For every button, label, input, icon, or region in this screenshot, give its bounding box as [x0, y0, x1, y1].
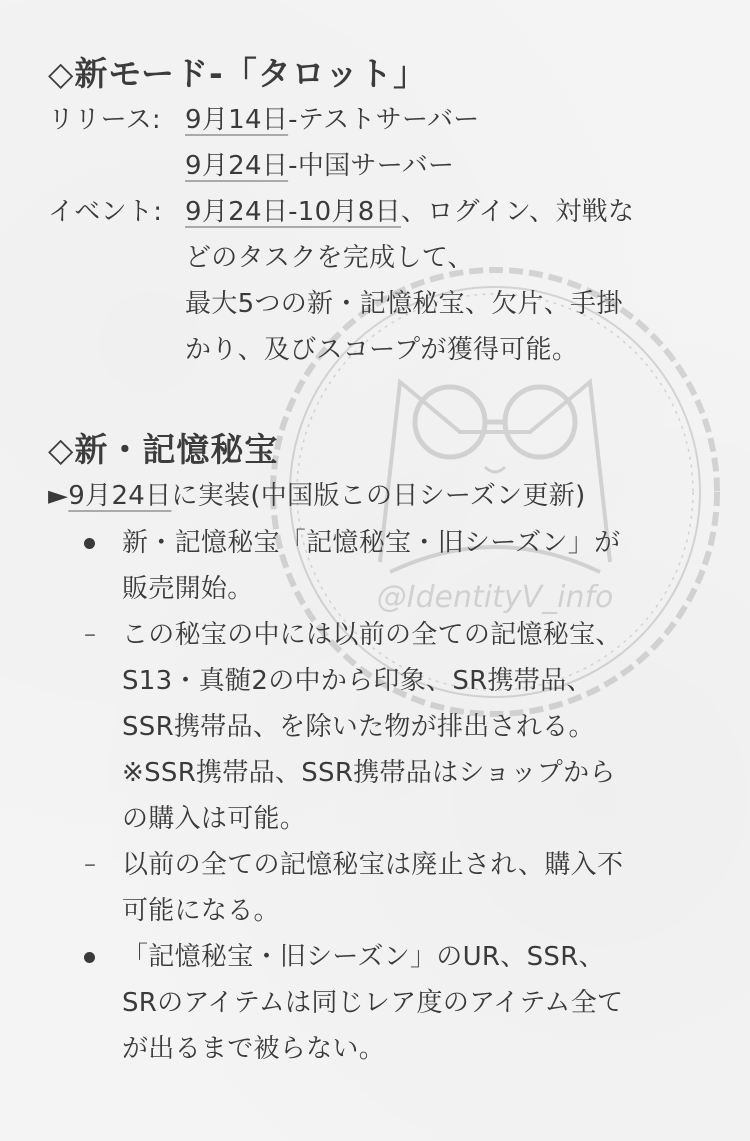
item2-line3: SSR携帯品、を除いた物が排出される。: [122, 712, 595, 742]
dash-icon: –: [84, 620, 96, 648]
triangle-marker-icon: ►: [48, 481, 69, 511]
release-line1: [185, 97, 480, 143]
event-label: イベント:: [48, 197, 163, 227]
event-dates: 9月24日-10月8日: [185, 197, 401, 227]
release-date-china: 9月24日: [185, 151, 289, 181]
event-line4: かり、及びスコープが獲得可能。: [185, 335, 579, 365]
item2-line2: S13・真髄2の中から印象、SR携帯品、: [122, 666, 593, 696]
bullet-icon: [84, 952, 95, 963]
section1-title: ◇新モード-「タロット」: [48, 54, 428, 93]
event-line1-rest: 、ログイン、対戦な: [400, 197, 635, 227]
release-china-server: -中国サーバー: [288, 151, 455, 181]
item2-line1: この秘宝の中には以前の全ての記憶秘宝、: [122, 620, 622, 650]
item1-line2: 販売開始。: [122, 574, 254, 604]
item3-line1: 以前の全ての記憶秘宝は廃止され、購入不: [122, 850, 624, 880]
item1-line1: 新・記憶秘宝「記憶秘宝・旧シーズン」が: [122, 528, 621, 558]
item2-line4: ※SSR携帯品、SSR携帯品はショップから: [122, 758, 616, 788]
event-line3: 最大5つの新・記憶秘宝、欠片、手掛: [185, 289, 623, 319]
release-line2: [185, 143, 454, 189]
item2-line5: の購入は可能。: [122, 804, 307, 834]
event-line2: どのタスクを完成して、: [185, 243, 474, 273]
intro-rest: に実装(中国版この日シーズン更新): [171, 481, 586, 511]
item4-line1: 「記憶秘宝・旧シーズン」のUR、SSR、: [122, 942, 605, 972]
release-date-test: 9月14日: [185, 105, 289, 135]
bullet-icon: [84, 538, 95, 549]
dash-icon: –: [84, 850, 96, 878]
item4-line3: が出るまで被らない。: [122, 1034, 386, 1064]
watermark-text: @IdentityV_info: [376, 580, 614, 615]
release-test-server: -テストサーバー: [288, 105, 480, 135]
intro-date: 9月24日: [68, 481, 172, 511]
item4-line2: SRのアイテムは同じレア度のアイテム全て: [122, 988, 624, 1018]
section2-intro: [48, 473, 586, 519]
release-label: リリース:: [48, 105, 161, 135]
event-line1: [185, 189, 634, 235]
section2-title: ◇新・記憶秘宝: [48, 430, 279, 469]
item3-line2: 可能になる。: [122, 896, 280, 926]
